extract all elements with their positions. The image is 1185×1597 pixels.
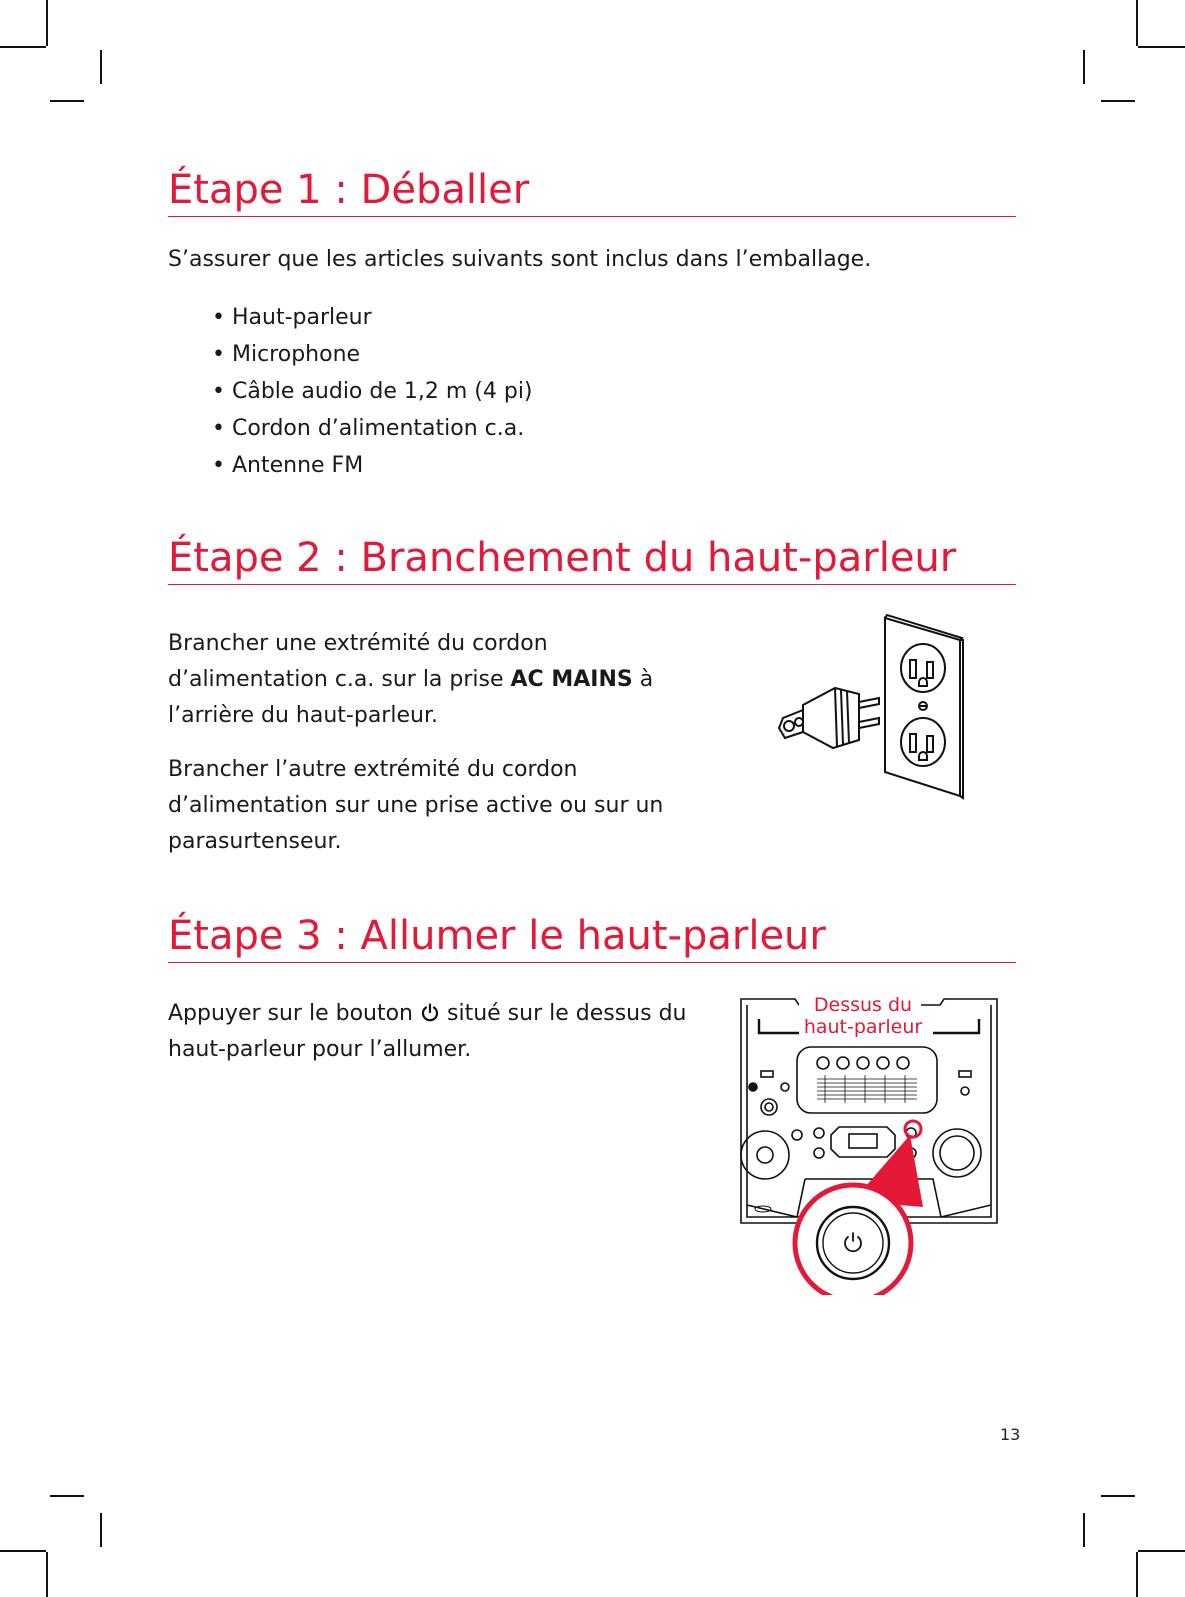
text-line: d’alimentation sur une prise active ou sur un xyxy=(168,793,664,818)
callout-label-line1: Dessus du xyxy=(813,995,913,1016)
text-line xyxy=(168,996,686,1032)
step3-heading: Étape 3 : Allumer le haut-parleur xyxy=(168,912,1016,963)
crop-mark xyxy=(1136,1552,1138,1597)
crop-mark xyxy=(1101,1495,1135,1497)
step3-paragraph xyxy=(168,996,686,1068)
step2-paragraph-2 xyxy=(168,752,663,860)
crop-mark xyxy=(1083,1513,1085,1547)
text-line xyxy=(168,662,653,698)
step2-paragraph-1 xyxy=(168,626,653,734)
text-span: à xyxy=(632,667,654,692)
crop-mark xyxy=(46,1552,48,1597)
page-number: 13 xyxy=(1000,1425,1021,1444)
speaker-top-illustration xyxy=(735,995,1005,1295)
crop-mark xyxy=(0,46,46,48)
step1-intro: S’assurer que les articles suivants sont inclus dans l’emballage. xyxy=(168,247,872,272)
crop-mark xyxy=(1083,50,1085,84)
step2-heading: Étape 2 : Branchement du haut-parleur xyxy=(168,534,1016,585)
list-item: • Haut-parleur xyxy=(212,299,533,336)
crop-mark xyxy=(1138,1550,1185,1552)
crop-mark xyxy=(50,1495,84,1497)
power-icon xyxy=(420,1003,440,1023)
crop-mark xyxy=(100,50,102,84)
text-line: haut-parleur pour l’allumer. xyxy=(168,1037,472,1062)
text-line: parasurtenseur. xyxy=(168,829,342,854)
text-line: l’arrière du haut-parleur. xyxy=(168,703,438,728)
outlet-plug-illustration xyxy=(775,610,975,810)
text-span: Appuyer sur le bouton xyxy=(168,1001,420,1026)
text-line: Brancher une extrémité du cordon xyxy=(168,631,548,656)
crop-mark xyxy=(1136,0,1138,46)
text-span: situé sur le dessus du xyxy=(440,1001,687,1026)
crop-mark xyxy=(1138,46,1185,48)
callout-label-line2: haut-parleur xyxy=(803,1016,923,1038)
step1-heading: Étape 1 : Déballer xyxy=(168,166,1016,217)
crop-mark xyxy=(100,1513,102,1547)
ac-mains-label: AC MAINS xyxy=(510,667,633,692)
package-contents-list xyxy=(212,299,533,484)
list-item: • Antenne FM xyxy=(212,447,533,484)
crop-mark xyxy=(50,100,84,102)
list-item: • Câble audio de 1,2 m (4 pi) xyxy=(212,373,533,410)
list-item: • Cordon d’alimentation c.a. xyxy=(212,410,533,447)
crop-mark xyxy=(0,1550,46,1552)
crop-mark xyxy=(46,0,48,46)
text-line: Brancher l’autre extrémité du cordon xyxy=(168,757,578,782)
list-item: • Microphone xyxy=(212,336,533,373)
text-span: d’alimentation c.a. sur la prise xyxy=(168,667,511,692)
crop-mark xyxy=(1101,100,1135,102)
